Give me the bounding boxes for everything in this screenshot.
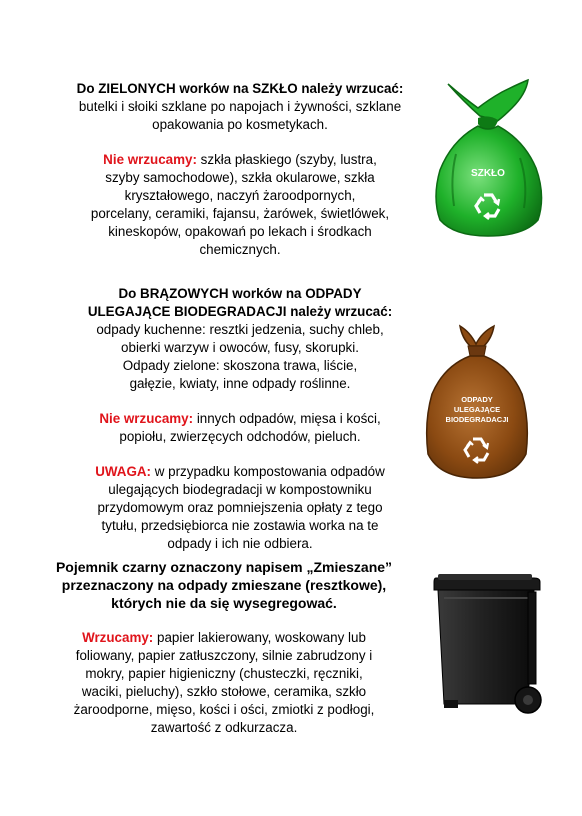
glass-warning-line: porcelany, ceramiki, fajansu, żarówek, świetlówek, — [90, 206, 390, 221]
brown-bio-bag-icon — [422, 322, 532, 482]
mixed-heading-line: przeznaczony na odpady zmieszane (resztkowe), — [61, 577, 387, 593]
mixed-heading-line: których nie da się wysegregować. — [111, 595, 337, 611]
bio-note-text: w przypadku kompostowania odpadów — [151, 464, 385, 479]
glass-body-line: opakowania po kosmetykach. — [152, 117, 328, 132]
glass-warning-label: Nie wrzucamy: — [103, 152, 197, 167]
mixed-heading-line: Pojemnik czarny oznaczony napisem „Zmieszane” — [55, 559, 393, 575]
bio-note-line: tytułu, przedsiębiorca nie zostawia worka na te — [101, 518, 379, 533]
bio-warning-label: Nie wrzucamy: — [99, 411, 194, 426]
bio-bag-label-line: ODPADY — [461, 395, 493, 404]
bio-note-label: UWAGA: — [95, 464, 152, 479]
mixed-items-line — [18, 629, 430, 647]
bio-section — [30, 285, 450, 553]
bio-note-line: odpady i ich nie odbiera. — [167, 536, 313, 551]
mixed-items-label: Wrzucamy: — [82, 630, 154, 645]
black-waste-bin-icon — [430, 568, 546, 718]
bio-note-line — [30, 463, 450, 481]
glass-warning-text: szkła płaskiego (szyby, lustra, — [196, 152, 377, 167]
bio-body-line: Odpady zielone: skoszona trawa, liście, — [122, 358, 358, 373]
bio-bag-label-line: ULEGAJĄCE — [453, 405, 501, 414]
bio-body-line: obierki warzyw i owoców, fusy, skorupki. — [121, 340, 359, 355]
bio-heading-line: Do BRĄZOWYCH worków na ODPADY — [118, 286, 362, 301]
bio-body-line: gałęzie, kwiaty, inne odpady roślinne. — [129, 376, 351, 391]
mixed-items-line: mokry, papier higieniczny (chusteczki, ręczniki, — [85, 666, 363, 681]
bio-warning-line — [30, 410, 450, 428]
mixed-items-line: zawartość z odkurzacza. — [150, 720, 298, 735]
mixed-items-line: foliowany, papier zatłuszczony, silnie zabrudzony i — [75, 648, 373, 663]
bio-heading-line: ULEGAJĄCE BIODEGRADACJI należy wrzucać: — [87, 304, 393, 319]
glass-warning-line: szyby samochodowe), szkła okularowe, szkła — [105, 170, 375, 185]
mixed-items-line: żaroodporne, mięso, kości i ości, zmiotki z podłogi, — [73, 702, 375, 717]
glass-bag-label: SZKŁO — [471, 168, 505, 179]
bio-body-line: odpady kuchenne: resztki jedzenia, suchy chleb, — [96, 322, 384, 337]
glass-warning-line: chemicznych. — [199, 242, 281, 257]
bio-warning-line: popiołu, zwierzęcych odchodów, pieluch. — [119, 429, 361, 444]
bio-note-line: przydomowym oraz pomniejszenia opłaty z tego — [97, 500, 383, 515]
bio-note-line: ulegających biodegradacji w kompostowniku — [108, 482, 372, 497]
glass-section — [30, 80, 450, 259]
bio-bag-label-line: BIODEGRADACJI — [445, 415, 509, 424]
mixed-section — [18, 558, 430, 737]
glass-warning-line — [30, 151, 450, 169]
mixed-items-text: papier lakierowany, woskowany lub — [153, 630, 366, 645]
green-glass-bag-icon — [430, 78, 546, 238]
glass-warning-line: kineskopów, opakowań po lekach i środkach — [108, 224, 372, 239]
glass-warning-line: kryształowego, naczyń żaroodpornych, — [124, 188, 356, 203]
glass-heading: Do ZIELONYCH worków na SZKŁO należy wrzucać: — [76, 81, 404, 96]
mixed-items-line: waciki, pieluchy), szkło stołowe, ceramika, szkło — [81, 684, 367, 699]
bio-warning-text: innych odpadów, mięsa i kości, — [193, 411, 381, 426]
glass-body-line: butelki i słoiki szklane po napojach i żywności, szklane — [78, 99, 402, 114]
